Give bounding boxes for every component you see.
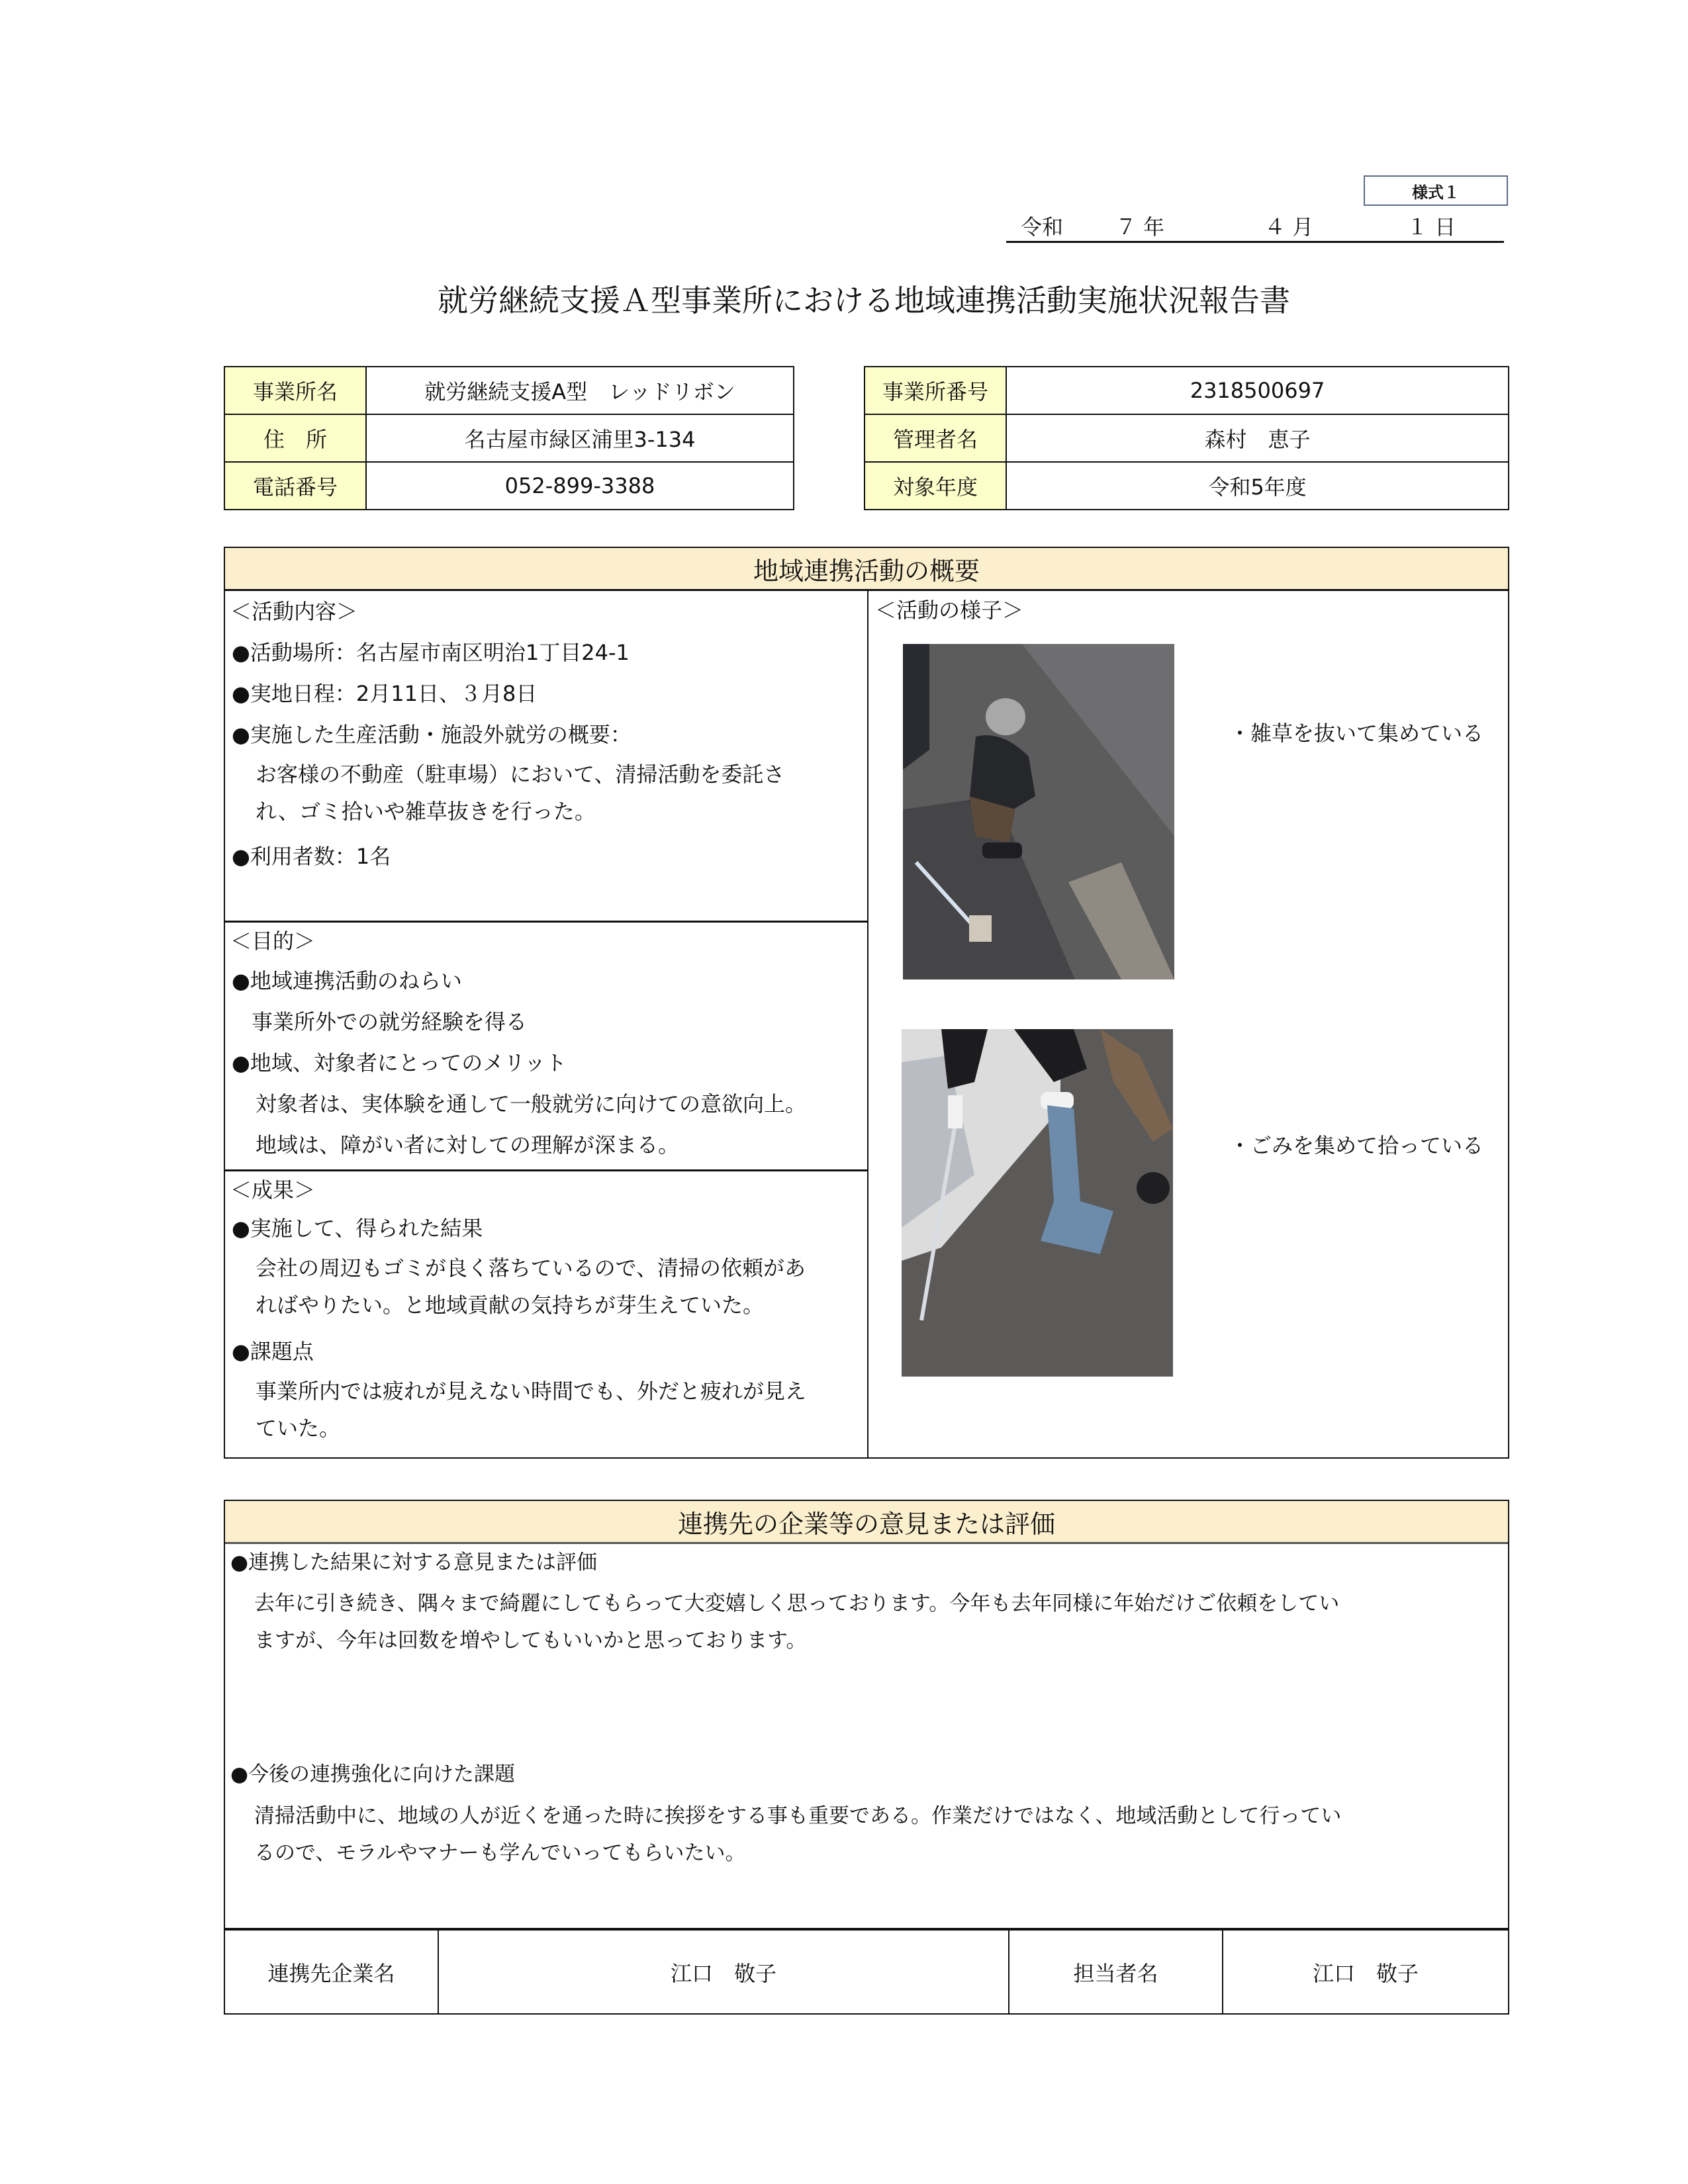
activity-overview-section <box>224 547 1509 1459</box>
future-issue-line: るので、モラルやマナーも学んでいってもらいたい。 <box>254 1841 746 1865</box>
date-era: 令和 <box>1021 214 1064 240</box>
activity-location: ●活動場所：名古屋市南区明治1丁目24-1 <box>232 640 630 665</box>
manager-value: 森村 恵子 <box>1006 414 1509 462</box>
info-row <box>224 414 794 462</box>
evaluation-line: 去年に引き続き、隅々まで綺麗にしてもらって大変嬉しく思っております。今年も去年同様に年始だけご依頼をしてい <box>254 1592 1340 1615</box>
activity-schedule: ●実地日程：2月11日、３月8日 <box>232 681 538 706</box>
facility-info-table <box>224 366 794 510</box>
facility-number-label: 事業所番号 <box>865 367 1006 414</box>
contact-person-value: 江口 敬子 <box>1312 1960 1419 1986</box>
signature-row <box>225 1928 1508 2013</box>
future-issue-line: 清掃活動中に、地域の人が近くを通った時に挨拶をする事も重要である。作業だけではなく、地域活動として行ってい <box>254 1804 1342 1828</box>
merit-line: 地域は、障がい者に対しての理解が深まる。 <box>256 1132 680 1158</box>
trash-pickup-photo <box>902 1029 1173 1377</box>
activity-content-heading: ＜活動内容＞ <box>230 599 358 624</box>
photo-caption: ・雑草を抜いて集めている <box>1229 721 1484 746</box>
issue-line: ていた。 <box>256 1416 341 1441</box>
facility-id-table <box>864 366 1509 510</box>
photo-caption: ・ごみを集めて拾っている <box>1229 1133 1484 1158</box>
form-number-badge: 様式１ <box>1364 175 1508 206</box>
purpose-block <box>225 923 867 1169</box>
date-year: ７ 年 <box>1115 214 1165 240</box>
overview-text-column <box>225 591 868 1457</box>
weeding-photo <box>903 644 1174 979</box>
target-year-value: 令和5年度 <box>1006 462 1509 510</box>
info-row <box>865 367 1509 414</box>
date-day: １ 日 <box>1407 214 1456 240</box>
manager-label: 管理者名 <box>865 414 1006 462</box>
purpose-heading: ＜目的＞ <box>230 929 316 954</box>
result-label: ●実施して、得られた結果 <box>232 1216 483 1241</box>
weeding-photo-image <box>903 644 1174 979</box>
issue-label: ●課題点 <box>232 1339 314 1364</box>
document-title: 就労継続支援Ａ型事業所における地域連携活動実施状況報告書 <box>438 283 1290 318</box>
partner-opinion-section <box>224 1500 1509 2015</box>
info-row <box>865 462 1509 510</box>
target-year-label: 対象年度 <box>865 462 1006 510</box>
section-divider <box>225 1169 867 1171</box>
phone-value: 052-899-3388 <box>366 462 794 510</box>
overview-heading: 地域連携活動の概要 <box>225 548 1508 591</box>
section-divider <box>225 921 867 923</box>
issue-line: 事業所内では疲れが見えない時間でも、外だと疲れが見え <box>256 1379 807 1404</box>
facility-name-label: 事業所名 <box>224 367 366 414</box>
partner-company-label: 連携先企業名 <box>225 1931 439 2013</box>
contact-person-label: 担当者名 <box>1009 1931 1223 2013</box>
result-line: 会社の周辺もゴミが良く落ちているので、清掃の依頼があ <box>256 1255 806 1281</box>
photo-section-heading: ＜活動の様子＞ <box>875 598 1024 623</box>
evaluation-line: ますが、今年は回数を増やしてもいいかと思っております。 <box>254 1629 807 1653</box>
aim-text: 事業所外での就労経験を得る <box>252 1009 528 1034</box>
aim-label: ●地域連携活動のねらい <box>232 968 462 993</box>
evaluation-label: ●連携した結果に対する意見または評価 <box>230 1551 598 1574</box>
merit-line: 対象者は、実体験を通して一般就労に向けての意欲向上。 <box>256 1091 807 1116</box>
date-month: ４ 月 <box>1264 214 1314 240</box>
result-heading: ＜成果＞ <box>230 1177 316 1203</box>
activity-summary-line: れ、ゴミ拾いや雑草抜きを行った。 <box>256 799 596 824</box>
activity-summary-label: ●実施した生産活動・施設外就労の概要： <box>232 722 632 747</box>
activity-content-block <box>225 591 867 925</box>
overview-photo-column <box>868 591 1508 1457</box>
future-issue-label: ●今後の連携強化に向けた課題 <box>230 1762 516 1786</box>
info-row <box>224 462 794 510</box>
result-block <box>225 1172 867 1457</box>
opinion-heading: 連携先の企業等の意見または評価 <box>225 1501 1508 1544</box>
user-count: ●利用者数：1名 <box>232 844 391 869</box>
partner-company-value: 江口 敬子 <box>439 1931 1009 2013</box>
facility-number-value: 2318500697 <box>1006 367 1509 414</box>
result-line: ればやりたい。と地域貢献の気持ちが芽生えていた。 <box>256 1293 765 1318</box>
trash-pickup-photo-image <box>902 1029 1173 1377</box>
facility-name-value: 就労継続支援A型 レッドリボン <box>366 367 794 414</box>
address-label: 住 所 <box>224 414 366 462</box>
report-date <box>1006 210 1504 243</box>
activity-summary-line: お客様の不動産（駐車場）において、清掃活動を委託さ <box>256 762 785 787</box>
merit-label: ●地域、対象者にとってのメリット <box>232 1050 567 1075</box>
address-value: 名古屋市緑区浦里3-134 <box>366 414 794 462</box>
info-row <box>865 414 1509 462</box>
info-row <box>224 367 794 414</box>
phone-label: 電話番号 <box>224 462 366 510</box>
opinion-body <box>225 1544 1508 1920</box>
